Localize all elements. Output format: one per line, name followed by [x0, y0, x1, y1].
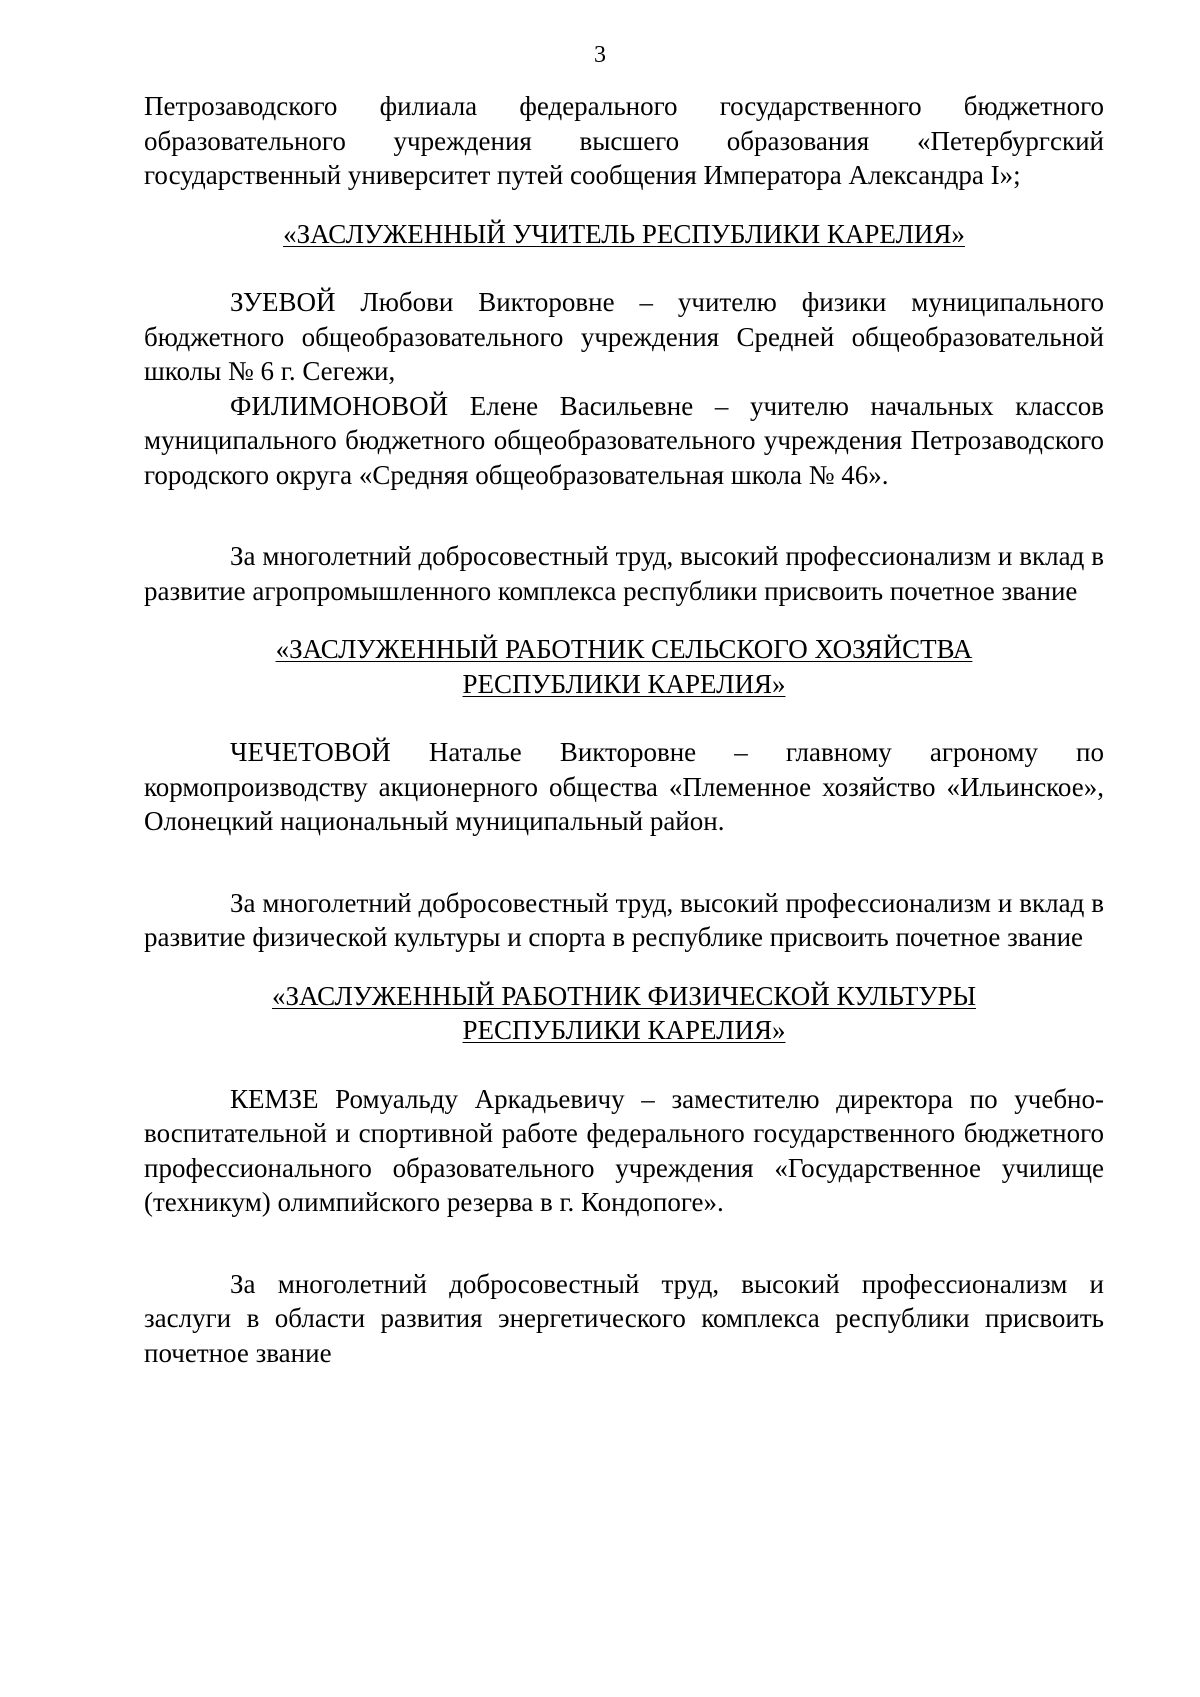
document-body	[144, 89, 1104, 1370]
intro-paragraph: Петрозаводского филиала федерального государственного бюджетного образовательного учреждения высшего образования «Петербургский государственный университет путей сообщения Императора Александра I»;	[144, 91, 1104, 190]
section-title-teacher: «ЗАСЛУЖЕННЫЙ УЧИТЕЛЬ РЕСПУБЛИКИ КАРЕЛИЯ»	[283, 218, 965, 249]
spacer	[144, 1048, 1104, 1082]
awardee-paragraph: ФИЛИМОНОВОЙ Елене Васильевне – учителю начальных классов муниципального бюджетного общеобразовательного учреждения Петрозаводского городского округа «Средняя общеобразовательная школа № 46».	[144, 390, 1104, 490]
spacer	[144, 1220, 1104, 1267]
section-title-agriculture-line2: РЕСПУБЛИКИ КАРЕЛИЯ»	[462, 668, 786, 699]
spacer	[144, 251, 1104, 285]
spacer	[144, 193, 1104, 217]
spacer	[144, 492, 1104, 539]
awardee-paragraph: ЧЕЧЕТОВОЙ Наталье Викторовне – главному агроному по кормопроизводству акционерного общества «Племенное хозяйство «Ильинское», Олонецкий национальный муниципальный район.	[144, 737, 1104, 836]
section-title-sport-line2: РЕСПУБЛИКИ КАРЕЛИЯ»	[462, 1015, 786, 1045]
spacer	[144, 608, 1104, 632]
page-number: 3	[594, 42, 606, 68]
section-title-sport-line1: «ЗАСЛУЖЕННЫЙ РАБОТНИК ФИЗИЧЕСКОЙ КУЛЬТУРЫ	[271, 980, 977, 1011]
awardee-paragraph: КЕМЗЕ Ромуальду Аркадьевичу – заместителю директора по учебно-воспитательной и спортивной работе федерального государственного бюджетного профессионального образовательного учреждения «Государственное училище (техникум) олимпийского резерва в г. Кондопоге».	[144, 1083, 1104, 1217]
spacer	[144, 839, 1104, 886]
awardee-paragraph: ЗУЕВОЙ Любови Викторовне – учителю физики муниципального бюджетного общеобразовательного учреждения Средней общеобразовательной школы № 6 г. Сегежи,	[144, 287, 1104, 386]
preamble-paragraph-agriculture: За многолетний добросовестный труд, высокий профессионализм и вклад в развитие агропромышленного комплекса республики присвоить почетное звание	[144, 541, 1104, 606]
preamble-paragraph-energy: За многолетний добросовестный труд, высокий профессионализм и заслуги в области развития энергетического комплекса республики присвоить почетное звание	[144, 1268, 1104, 1368]
spacer	[144, 955, 1104, 979]
preamble-paragraph-sport: За многолетний добросовестный труд, высокий профессионализм и вклад в развитие физической культуры и спорта в республике присвоить почетное звание	[144, 887, 1104, 952]
spacer	[144, 701, 1104, 735]
section-title-agriculture-line1: «ЗАСЛУЖЕННЫЙ РАБОТНИК СЕЛЬСКОГО ХОЗЯЙСТВА	[275, 634, 973, 664]
